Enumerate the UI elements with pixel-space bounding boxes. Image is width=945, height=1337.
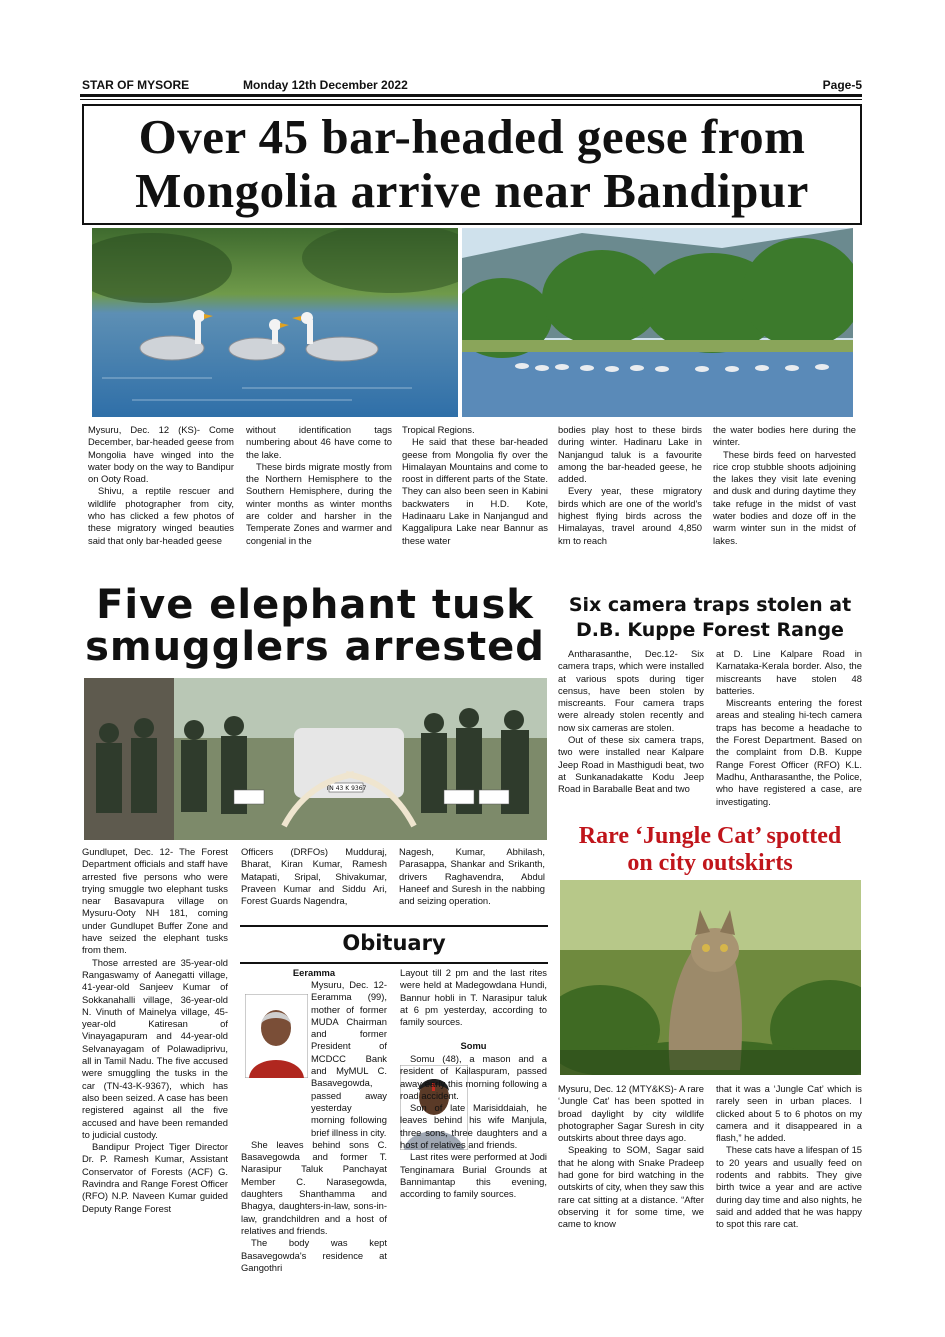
masthead-rule-thin — [80, 99, 862, 100]
paragraph: Nagesh, Kumar, Abhilash, Parasappa, Shankar and Srikanth, drivers Raghavendra, Abdul Haneef and Suresh in the nabbing and seizing operation. — [399, 846, 545, 907]
paragraph: Mysuru, Dec. 12 (KS)- Come December, bar-headed geese from Mongolia have winged into the water body on the way to Bandipur on Ooty Road. — [88, 424, 234, 485]
paragraph: Speaking to SOM, Sagar said that he along with Snake Pradeep had gone for bird watching in the outskirts of city, when they saw this rare cat sitting at a distance. “After observing it for some time, we came to know — [558, 1144, 704, 1230]
paragraph: Mysuru, Dec. 12- Eeramma (99), mother of former MUDA Chairman and former President of MCDCC Bank and MyMUL C. Basavegowda, passed away yesterday morning following brief illness in city. — [311, 979, 387, 1138]
tusk-headline-line2: smugglers arrested — [85, 624, 545, 670]
geese-story-col2 — [246, 424, 392, 547]
paragraph: bodies play host to these birds during winter. Hadinaru Lake in Nanjangud taluk is a favourite among the bar-headed geese, he added. — [558, 424, 702, 485]
paragraph: Officers (DRFOs) Mudduraj, Bharat, Kiran Kumar, Ramesh Matapati, Sripal, Shivakumar, Praveen Kumar and Siddu Ari, Forest Guards Nagendra, — [241, 846, 387, 907]
jungle-cat-photo — [560, 880, 861, 1075]
paragraph: Every year, these migratory birds which are one of the world's highest flying birds across the Himalayas, travel around 4,850 km to reach — [558, 485, 702, 546]
obituary-somu-text — [400, 1053, 547, 1201]
paragraph: without identification tags numbering about 46 have come to the lake. — [246, 424, 392, 460]
geese-closeup-photo — [92, 228, 458, 417]
obituary-title: Obituary — [342, 931, 446, 955]
paragraph: Somu (48), a mason and a resident of Kailaspuram, passed away early this morning following a road accident. — [400, 1053, 547, 1101]
camera-traps-col2 — [716, 648, 862, 808]
obituary-rule-bottom — [240, 962, 548, 964]
paragraph: Mysuru, Dec. 12 (MTY&KS)- A rare ‘Jungle Cat’ has been spotted in broad daylight by city wildlife photographer Sagar Suresh in city outskirts about three days ago. — [558, 1083, 704, 1144]
geese-story-col5 — [713, 424, 856, 547]
obituary-eeramma-cont — [400, 967, 547, 1028]
paragraph: She leaves behind sons C. Basavegowda and former T. Narasipur Taluk Panchayat Member C. Narasegowda, daughters Shanthamma and Bhagya, daughters-in-law, sons-in-law, grandchildren and a host of relatives and friends. — [241, 1138, 387, 1236]
tusk-story-col3 — [399, 846, 545, 907]
paragraph: These cats have a lifespan of 15 to 20 years and usually feed on rodents and rabbits. They give birth twice a year and are active during day time and also nights, he said and added that he was happy to spot this rare cat. — [716, 1144, 862, 1230]
obituary-eeramma-text — [241, 979, 387, 1274]
paragraph: Shivu, a reptile rescuer and wildlife photographer from city, who has clicked a few photos of these migratory winged beauties said that only bar-headed geese — [88, 485, 234, 546]
tusk-headline — [80, 584, 550, 668]
camera-traps-col1 — [558, 648, 704, 796]
paragraph: These birds feed on harvested rice crop stubble shoots adjoining the lakes they visit late evening and dusk and during daytime they take refuge in the midst of vast water bodies and doze off in the warm winter sun in the midst of lakes. — [713, 448, 856, 546]
masthead — [80, 78, 862, 94]
geese-story-col3 — [402, 424, 548, 547]
jungle-cat-headline-line1: Rare ‘Jungle Cat’ spotted — [578, 823, 842, 849]
paragraph: Son of late Marisiddaiah, he leaves behind his wife Manjula, three sons, three daughters and a host of relatives and friends. — [400, 1102, 547, 1151]
car-plate: TN 43 K 9367 — [325, 785, 367, 792]
issue-date: Monday 12th December 2022 — [243, 78, 408, 92]
jungle-cat-col1 — [558, 1083, 704, 1231]
camera-traps-headline-line1: Six camera traps stolen at — [568, 594, 852, 616]
paragraph: These birds migrate mostly from the Northern Hemisphere to the Southern Hemisphere, during the winter months as winter months are colder and harsher in the Temperate Zones and warmer and congenial in the — [246, 460, 392, 546]
obituary-rule-top — [240, 925, 548, 927]
paragraph: Bandipur Project Tiger Director Dr. P. Ramesh Kumar, Assistant Conservator of Forests (ACF) G. Ravindra and Range Forest Officer (RFO) N.P. Naveen Kumar guided Deputy Range Forest — [82, 1141, 228, 1214]
paragraph: at D. Line Kalpare Road in Karnataka-Kerala border. Also, the miscreants have stolen 48 batteries. — [716, 648, 862, 696]
geese-story-col4 — [558, 424, 702, 547]
paragraph: Gundlupet, Dec. 12- The Forest Department officials and staff have arrested five persons who were trying smuggle two elephant tusks near Basavapura village on Mysuru-Ooty NH 181, coming under Gundlupet Buffer Zone and have seized the elephant tusks from them. — [82, 846, 228, 956]
camera-traps-headline-line2: D.B. Kuppe Forest Range — [576, 619, 844, 641]
jungle-cat-headline-line2: on city outskirts — [627, 850, 793, 876]
tusk-story-col1 — [82, 846, 228, 1215]
tusk-headline-line1: Five elephant tusk — [96, 582, 534, 628]
geese-headline-line1: Over 45 bar-headed geese from — [138, 109, 806, 164]
camera-traps-headline — [555, 593, 865, 643]
tusk-seizure-photo — [84, 678, 547, 840]
geese-headline-line2: Mongolia arrive near Bandipur — [135, 163, 809, 218]
newspaper-name: STAR OF MYSORE — [82, 78, 190, 92]
obituary-name: Eeramma — [292, 967, 336, 978]
jungle-cat-headline — [555, 823, 865, 877]
paragraph: The body was kept Basavegowda's residence at Gangothri — [241, 1237, 387, 1273]
paragraph: He said that these bar-headed geese from Mongolia fly over the Himalayan Mountains and come to roost in different parts of the State. They can also been seen in Kabini backwaters in H.D. Kote, Hadinaaru Lake in Nanjangud and Kaggalipura Lake near Bannur as these water — [402, 436, 548, 546]
obituary-name: Somu — [460, 1040, 487, 1051]
paragraph: Antharasanthe, Dec.12- Six camera traps, which were installed at various spots during tiger census, have been stolen by miscreants. Four camera traps were already stolen recently and now six cameras are stolen. — [558, 648, 704, 733]
paragraph: Miscreants entering the forest areas and stealing hi-tech camera traps has become a headache to the Forest Department. Based on the complaint from D.B. Kuppe Range Forest Officer (RFO) K.L. Madhu, Antharasanthe, the Police, who have registered a case, are investigating. — [716, 697, 862, 807]
paragraph: Layout till 2 pm and the last rites were held at Madegowdana Hundi, Bannur hobli in T. Narasipur taluk at 6 pm yesterday, according to family sources. — [400, 967, 547, 1028]
paragraph: Out of these six camera traps, two were installed near Kalpare Jeep Road in Masthigudi beat, two at Sunkanadakatte Kodu Jeep Road in Baraballe Beat and two — [558, 734, 704, 795]
jungle-cat-col2 — [716, 1083, 862, 1231]
geese-lake-photo — [462, 228, 853, 417]
geese-story-col1 — [88, 424, 234, 547]
masthead-rule — [80, 94, 862, 97]
paragraph: the water bodies here during the winter. — [713, 424, 856, 448]
paragraph: Tropical Regions. — [402, 424, 475, 435]
paragraph: Those arrested are 35-year-old Rangaswamy of Aanegatti village, 41-year-old Sanjeev Kumar of Sokkanahalli village, 36-year-old N. Vinuth of Mainelya village, 45-year-old Katiresan of Vinayagapuram and 44-year-old Selvanayagam of Polawadiprivu, all in Tamil Nadu. The five accused were smuggling the tusks in the car (TN-43-K-9367), which has also been seized. A case has been registered against all the five accused and have been remanded to judicial custody. — [82, 956, 228, 1140]
tusk-story-col2 — [241, 846, 387, 907]
geese-headline — [82, 110, 862, 218]
paragraph: Last rites were performed at Jodi Tenginamara Burial Grounds at Bannimantap this evening, according to family sources. — [400, 1151, 547, 1200]
page-number: Page-5 — [822, 78, 862, 92]
paragraph: that it was a ‘Jungle Cat’ which is rarely seen in urban places. I clicked about 5 to 6 photos on my camera and it disappeared in a flash,” he added. — [716, 1083, 862, 1144]
